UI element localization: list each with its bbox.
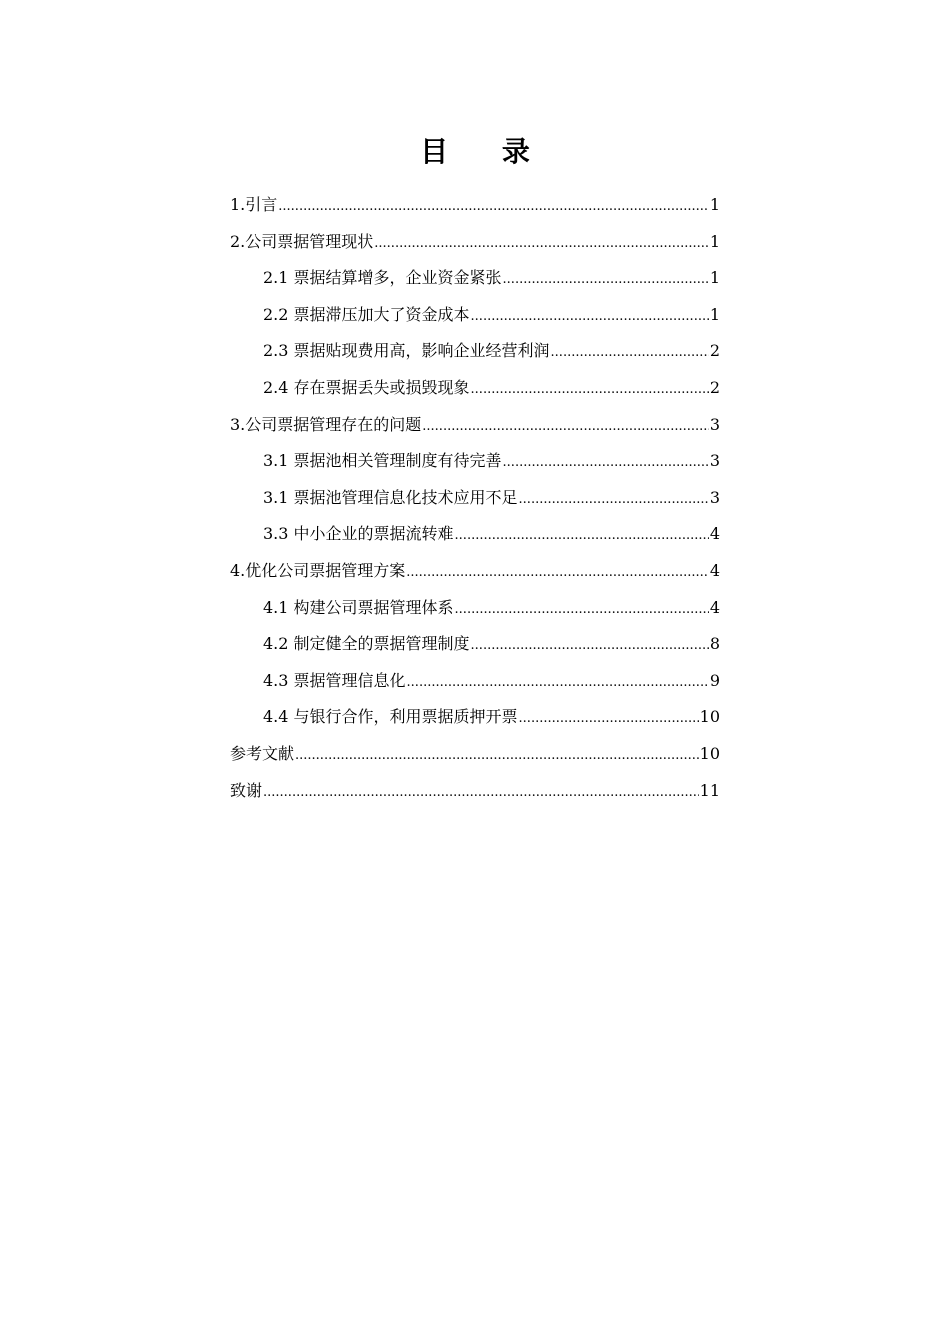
toc-entry[interactable]	[230, 516, 720, 553]
toc-entry[interactable]	[230, 260, 720, 297]
toc-entry[interactable]	[230, 480, 720, 517]
toc-entry[interactable]	[230, 224, 720, 261]
toc-entry-page-number: 1	[709, 231, 720, 251]
toc-leader-dots	[551, 335, 709, 370]
toc-leader-dots	[471, 628, 709, 663]
toc-entry-page-number: 3	[709, 487, 720, 507]
toc-leader-dots	[471, 372, 709, 407]
toc-entry-page-number: 1	[709, 268, 720, 288]
toc-entry-label: 4.1 构建公司票据管理体系	[263, 597, 454, 617]
toc-entry-label: 4.优化公司票据管理方案	[230, 560, 406, 580]
toc-entry-label: 3.公司票据管理存在的问题	[230, 414, 422, 434]
toc-entry-label: 2.3 票据贴现费用高，影响企业经营利润	[263, 341, 550, 361]
toc-entry-page-number: 10	[699, 707, 720, 727]
toc-entry[interactable]	[230, 407, 720, 444]
toc-entry-label: 2.2 票据滞压加大了资金成本	[263, 304, 470, 324]
toc-entry[interactable]	[230, 553, 720, 590]
toc-leader-dots	[406, 555, 709, 590]
toc-leader-dots	[278, 189, 709, 224]
toc-entry-page-number: 3	[709, 451, 720, 471]
toc-entry[interactable]	[230, 333, 720, 370]
toc-leader-dots	[295, 738, 699, 773]
toc-entry-page-number: 4	[709, 560, 720, 580]
toc-entry-page-number: 8	[709, 634, 720, 654]
toc-entry-label: 3.1 票据池管理信息化技术应用不足	[263, 487, 518, 507]
toc-entry[interactable]	[230, 590, 720, 627]
toc-entry-label: 2.4 存在票据丢失或损毁现象	[263, 377, 470, 397]
toc-entry-label: 4.4 与银行合作，利用票据质押开票	[263, 707, 518, 727]
toc-leader-dots	[455, 592, 709, 627]
toc-entry-page-number: 1	[709, 195, 720, 214]
toc-entry[interactable]	[230, 626, 720, 663]
toc-entry[interactable]	[230, 370, 720, 407]
toc-leader-dots	[519, 482, 709, 517]
toc-entry-page-number: 11	[699, 780, 720, 800]
toc-entry-page-number: 4	[709, 597, 720, 617]
toc-entry[interactable]	[230, 773, 720, 810]
toc-leader-dots	[422, 409, 709, 444]
toc-entry-page-number: 2	[709, 341, 720, 361]
toc-title: 目 录	[420, 135, 552, 168]
toc-leader-dots	[519, 701, 699, 736]
toc-entry-label: 致谢	[230, 780, 263, 800]
toc-entry-label: 1.引言	[230, 195, 278, 214]
toc-leader-dots	[503, 445, 709, 480]
toc-entry[interactable]	[230, 663, 720, 700]
toc-leader-dots	[471, 299, 709, 334]
toc-entry-label: 参考文献	[230, 743, 295, 763]
toc-entry-page-number: 3	[709, 414, 720, 434]
toc-entry[interactable]	[230, 443, 720, 480]
toc-leader-dots	[263, 775, 699, 810]
toc-entry[interactable]	[230, 187, 720, 224]
toc-entry-page-number: 4	[709, 524, 720, 544]
table-of-contents	[230, 187, 720, 809]
toc-leader-dots	[455, 518, 709, 553]
toc-entry-page-number: 2	[709, 377, 720, 397]
toc-leader-dots	[374, 226, 709, 261]
toc-entry-label: 2.公司票据管理现状	[230, 231, 374, 251]
toc-entry[interactable]	[230, 736, 720, 773]
toc-entry-page-number: 1	[709, 304, 720, 324]
toc-entry[interactable]	[230, 297, 720, 334]
toc-entry-page-number: 9	[709, 670, 720, 690]
toc-entry-label: 4.2 制定健全的票据管理制度	[263, 634, 470, 654]
toc-entry-page-number: 10	[699, 743, 720, 763]
toc-leader-dots	[407, 665, 709, 700]
toc-entry-label: 2.1 票据结算增多，企业资金紧张	[263, 268, 502, 288]
toc-entry-label: 4.3 票据管理信息化	[263, 670, 406, 690]
toc-leader-dots	[503, 262, 709, 297]
toc-entry-label: 3.1 票据池相关管理制度有待完善	[263, 451, 502, 471]
toc-entry-label: 3.3 中小企业的票据流转难	[263, 524, 454, 544]
toc-entry[interactable]	[230, 699, 720, 736]
